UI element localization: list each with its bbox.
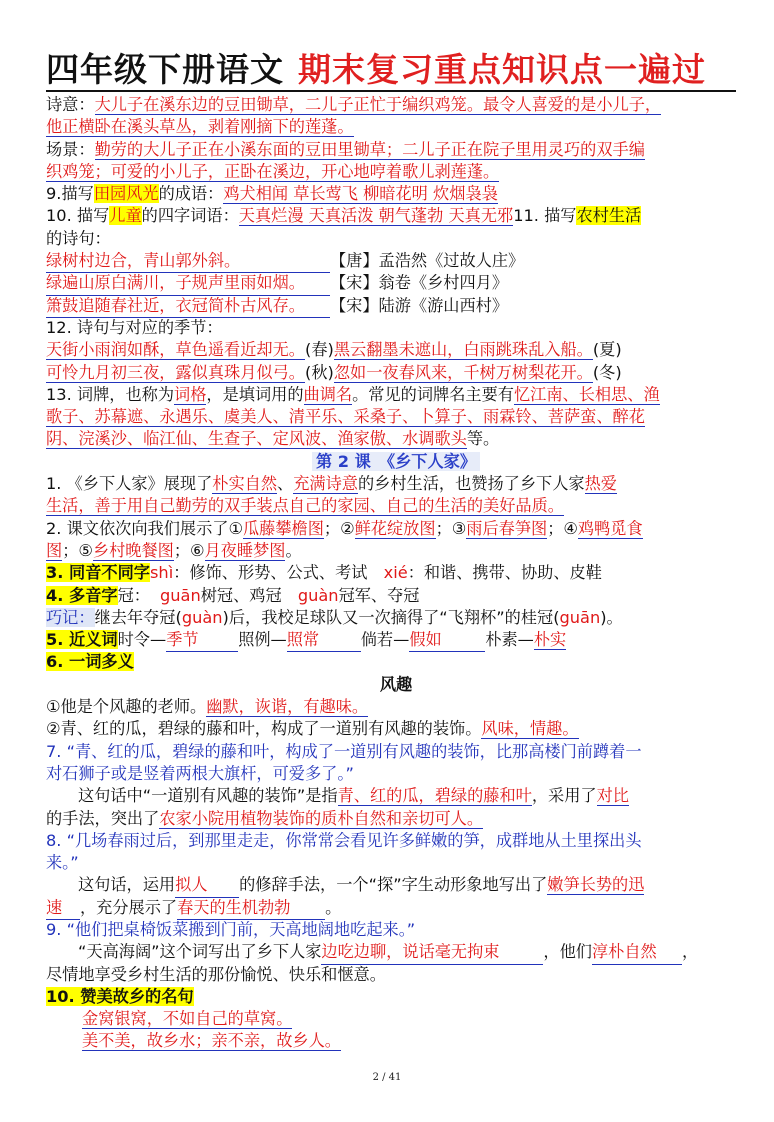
season: (冬) bbox=[592, 362, 622, 382]
answer: 词格 bbox=[174, 384, 207, 404]
quote: 来。” bbox=[46, 853, 79, 873]
page-title bbox=[46, 44, 736, 92]
label: 2. 课文依次向我们展示了① bbox=[46, 518, 243, 538]
text-line bbox=[46, 919, 746, 941]
quote-answer: 美不美，故乡水；亲不亲，故乡人。 bbox=[82, 1031, 341, 1051]
poem-line: 箫鼓追随春社近，衣冠简朴古风存。 bbox=[46, 295, 330, 318]
answer: 忆江南、长相思、渔 bbox=[513, 384, 660, 404]
word: 风趣 bbox=[379, 674, 413, 694]
text-line bbox=[46, 495, 746, 517]
text-line bbox=[46, 941, 746, 963]
title-grade: 四年级下册语文 bbox=[46, 50, 284, 89]
text-line bbox=[46, 540, 746, 562]
label: ；⑥ bbox=[173, 540, 205, 560]
answer: 朴实 bbox=[533, 630, 567, 650]
text-line bbox=[46, 964, 746, 986]
answer: 朴实自然 bbox=[212, 474, 278, 494]
answer: 瓜藤攀檐图 bbox=[242, 518, 324, 538]
label: )后，我校足球队又一次摘得了“飞翔杯”的桂冠( bbox=[222, 607, 560, 627]
text-line bbox=[46, 830, 746, 852]
text-line bbox=[46, 607, 746, 629]
label: )。 bbox=[600, 607, 623, 627]
title-topic: 期末复习重点知识点一遍过 bbox=[298, 50, 706, 89]
answer: 照常 bbox=[287, 629, 361, 652]
answer: 速 bbox=[46, 897, 80, 920]
label: 倘若— bbox=[360, 630, 410, 650]
answer: 嫩笋长势的迅 bbox=[547, 875, 645, 895]
text-line bbox=[46, 317, 746, 339]
poem-line: 天街小雨润如酥，草色遥看近却无。 bbox=[46, 340, 305, 360]
text-line bbox=[46, 250, 746, 272]
label: 的修辞手法，一个“探”字生动形象地写出了 bbox=[239, 875, 548, 895]
text-line bbox=[46, 808, 746, 830]
label: “天高海阔”这个词写出了乡下人家 bbox=[78, 942, 322, 962]
text-line bbox=[46, 763, 746, 785]
label: 12. 诗句与对应的季节： bbox=[46, 317, 223, 337]
label: ，采用了 bbox=[531, 786, 597, 806]
label: 的乡村生活，也赞扬了乡下人家 bbox=[357, 474, 585, 494]
answer: 歌子、苏幕遮、永遇乐、虞美人、清平乐、采桑子、卜算子、雨霖铃、菩萨蛮、醉花 bbox=[46, 407, 645, 427]
answer: 大儿子在溪东边的豆田锄草，二儿子正忙于编织鸡笼。最令人喜爱的是小儿子， bbox=[94, 95, 662, 114]
answer: 阴、浣溪沙、临江仙、生查子、定风波、渔家傲、水调歌头 bbox=[46, 429, 467, 449]
lesson-heading bbox=[46, 451, 746, 473]
example: ②青、红的瓜，碧绿的藤和叶，构成了一道别有风趣的装饰。 bbox=[46, 719, 482, 739]
label: 的诗句： bbox=[46, 228, 111, 248]
example: ①他是个风趣的老师。 bbox=[46, 697, 207, 717]
section-label: 10. 赞美故乡的名句 bbox=[46, 986, 194, 1006]
label: 继去年夺冠( bbox=[94, 607, 182, 627]
answer: 鲜花绽放图 bbox=[354, 518, 436, 538]
season: (秋) bbox=[305, 362, 334, 382]
poem-source: 【唐】孟浩然《过故人庄》 bbox=[330, 251, 525, 271]
text-line bbox=[46, 295, 746, 317]
answer: 勤劳的大儿子正在小溪东面的豆田里锄草；二儿子正在院子里用灵巧的双手编 bbox=[94, 139, 645, 159]
text-line bbox=[46, 428, 746, 450]
answer: 幽默，诙谐，有趣味。 bbox=[206, 697, 369, 717]
text-line bbox=[46, 718, 746, 740]
text-line bbox=[46, 785, 746, 807]
season: (夏) bbox=[592, 340, 622, 360]
poem-line: 绿遍山原白满川，子规声里雨如烟。 bbox=[46, 272, 330, 295]
page-number: 2 / 41 bbox=[372, 1072, 402, 1083]
quote: 对石狮子或是竖着两根大旗杆，可爱多了。” bbox=[46, 763, 354, 783]
quote: 9. “他们把桌椅饭菜搬到门前，天高地阔地吃起来。” bbox=[46, 919, 416, 939]
text-line bbox=[46, 562, 746, 584]
answer: 他正横卧在溪头草丛，剥着刚摘下的莲蓬。 bbox=[46, 117, 354, 137]
label: 这句话，运用 bbox=[78, 875, 176, 895]
poem-line: 绿树村边合，青山郭外斜。 bbox=[46, 250, 330, 273]
section-label: 5. 近义词 bbox=[46, 630, 118, 650]
label: ；② bbox=[323, 518, 355, 538]
text-line bbox=[46, 183, 746, 205]
label: 朴素— bbox=[485, 630, 534, 650]
section-label: 4. 多音字 bbox=[46, 585, 118, 605]
label: ，是填词用的 bbox=[206, 384, 304, 404]
answer: 图 bbox=[46, 540, 63, 560]
text-line bbox=[46, 852, 746, 874]
text-line bbox=[46, 629, 746, 651]
pinyin: guān bbox=[559, 607, 601, 627]
lesson-title: 第 2 课 《乡下人家》 bbox=[312, 452, 480, 471]
label: 等。 bbox=[466, 429, 500, 449]
text-line bbox=[46, 406, 746, 428]
answer: 风味，情趣。 bbox=[481, 719, 579, 739]
text-line bbox=[46, 339, 746, 361]
label: 尽情地享受乡村生活的那份愉悦、快乐和惬意。 bbox=[46, 964, 386, 984]
label: ，他们 bbox=[543, 942, 592, 962]
text-line bbox=[46, 741, 746, 763]
answer: 鸡鸭觅食 bbox=[577, 518, 643, 538]
answer: 季节 bbox=[166, 629, 238, 652]
label: 诗意： bbox=[46, 95, 95, 114]
text-line bbox=[46, 228, 746, 250]
label: ， bbox=[681, 942, 699, 962]
answer: ，善于用自己勤劳的双手装点自己的家园、自己的生活的美好品质。 bbox=[78, 496, 564, 516]
pinyin: guān bbox=[160, 585, 201, 605]
label: 照例— bbox=[238, 630, 287, 650]
label: 1. 《乡下人家》展现了 bbox=[46, 474, 213, 494]
section-label: 3. 同音不同字 bbox=[46, 563, 150, 583]
poem-line: 忽如一夜春风来，千树万树梨花开。 bbox=[333, 362, 593, 382]
text-line bbox=[46, 94, 746, 116]
text-line bbox=[46, 874, 746, 896]
label: 树冠、鸡冠 bbox=[200, 585, 298, 605]
label: ：和谐、携带、协助、皮鞋 bbox=[407, 563, 602, 583]
answer: 对比 bbox=[596, 786, 629, 806]
label: 9.描写 bbox=[46, 184, 94, 204]
text-line bbox=[46, 362, 746, 384]
answer: 淳朴自然 bbox=[592, 941, 682, 964]
highlight: 儿童 bbox=[109, 206, 142, 226]
poem-source: 【宋】翁卷《乡村四月》 bbox=[330, 273, 509, 293]
label: 10. 描写 bbox=[46, 206, 110, 226]
answer: 春天的生机勃勃 bbox=[177, 897, 325, 920]
text-line bbox=[46, 1008, 746, 1030]
label: ：修饰、形势、公式、考试 bbox=[173, 563, 384, 583]
poem-line: 可怜九月初三夜，露似真珠月似弓。 bbox=[46, 362, 305, 382]
label: 。 bbox=[325, 897, 342, 917]
text-line bbox=[46, 205, 746, 227]
label: 。 bbox=[285, 540, 302, 560]
text-line bbox=[46, 1030, 746, 1052]
season: (春) bbox=[305, 340, 334, 360]
label: 场景： bbox=[46, 139, 95, 159]
label: ；④ bbox=[547, 518, 578, 538]
answer: 曲调名 bbox=[303, 384, 353, 404]
answer: 热爱 bbox=[584, 474, 617, 494]
answer: 织鸡笼；可爱的小儿子，正卧在溪边，开心地哼着歌儿剥莲蓬。 bbox=[46, 161, 500, 181]
text-line bbox=[46, 651, 746, 673]
text-line bbox=[46, 986, 746, 1008]
answer: 鸡犬相闻 草长莺飞 柳暗花明 炊烟袅袅 bbox=[223, 184, 498, 204]
answer: 天真烂漫 天真活泼 朝气蓬勃 天真无邪 bbox=[238, 206, 514, 226]
label: 冠： bbox=[117, 585, 150, 605]
pinyin: guàn bbox=[297, 585, 339, 605]
poem-source: 【宋】陆游《游山西村》 bbox=[330, 295, 509, 315]
pinyin: shì bbox=[150, 563, 174, 583]
text-line bbox=[46, 897, 746, 919]
text-line bbox=[46, 272, 746, 294]
label: ；③ bbox=[435, 518, 467, 538]
text-line bbox=[46, 696, 746, 718]
document-body bbox=[46, 94, 746, 1053]
text-line bbox=[46, 116, 746, 138]
answer: 农家小院用植物装饰的质朴自然和亲切可人。 bbox=[159, 808, 484, 828]
label: 13. 词牌，也称为 bbox=[46, 384, 175, 404]
answer: 乡村晚餐图 bbox=[92, 540, 174, 560]
word-heading bbox=[46, 674, 746, 696]
text-line bbox=[46, 585, 746, 607]
section-label: 6. 一词多义 bbox=[46, 652, 134, 672]
answer: 月夜睡梦图 bbox=[204, 540, 286, 560]
answer: 假如 bbox=[409, 629, 485, 652]
answer: 生活 bbox=[46, 496, 79, 516]
answer: 充满诗意 bbox=[293, 474, 358, 494]
highlight: 田园风光 bbox=[93, 184, 159, 204]
highlight: 农村生活 bbox=[576, 206, 642, 226]
label: ，充分展示了 bbox=[80, 897, 178, 917]
label: 的手法，突出了 bbox=[46, 808, 160, 828]
quote: 7. “青、红的瓜，碧绿的藤和叶，构成了一道别有风趣的装饰，比那高楼门前蹲着一 bbox=[46, 741, 642, 761]
poem-line: 黑云翻墨未遮山，白雨跳珠乱入船。 bbox=[333, 340, 593, 360]
label: 。常见的词牌名主要有 bbox=[352, 384, 514, 404]
pinyin: guàn bbox=[181, 607, 223, 627]
label: 时令— bbox=[117, 630, 167, 650]
quote: 8. “几场春雨过后，到那里走走，你常常会看见许多鲜嫩的笋，成群地从土里探出头 bbox=[46, 830, 642, 850]
label: 、 bbox=[277, 474, 294, 494]
label: 的成语： bbox=[158, 184, 224, 204]
label: ；⑤ bbox=[62, 540, 93, 560]
pinyin: xié bbox=[383, 563, 408, 583]
label: 这句话中“一道别有风趣的装饰”是指 bbox=[78, 786, 338, 806]
text-line bbox=[46, 384, 746, 406]
answer: 边吃边聊，说话毫无拘束 bbox=[321, 941, 543, 964]
label: 冠军、夺冠 bbox=[338, 585, 420, 605]
tip-label: 巧记： bbox=[46, 607, 95, 627]
answer: 雨后春笋图 bbox=[466, 518, 548, 538]
text-line bbox=[46, 473, 746, 495]
label: 的四字词语： bbox=[141, 206, 239, 226]
quote-answer: 金窝银窝，不如自己的草窝。 bbox=[82, 1009, 293, 1029]
answer: 拟人 bbox=[175, 874, 239, 897]
answer: 青、红的瓜，碧绿的藤和叶 bbox=[337, 786, 532, 806]
text-line bbox=[46, 139, 746, 161]
label: 11. 描写 bbox=[513, 206, 577, 226]
text-line bbox=[46, 161, 746, 183]
text-line bbox=[46, 518, 746, 540]
